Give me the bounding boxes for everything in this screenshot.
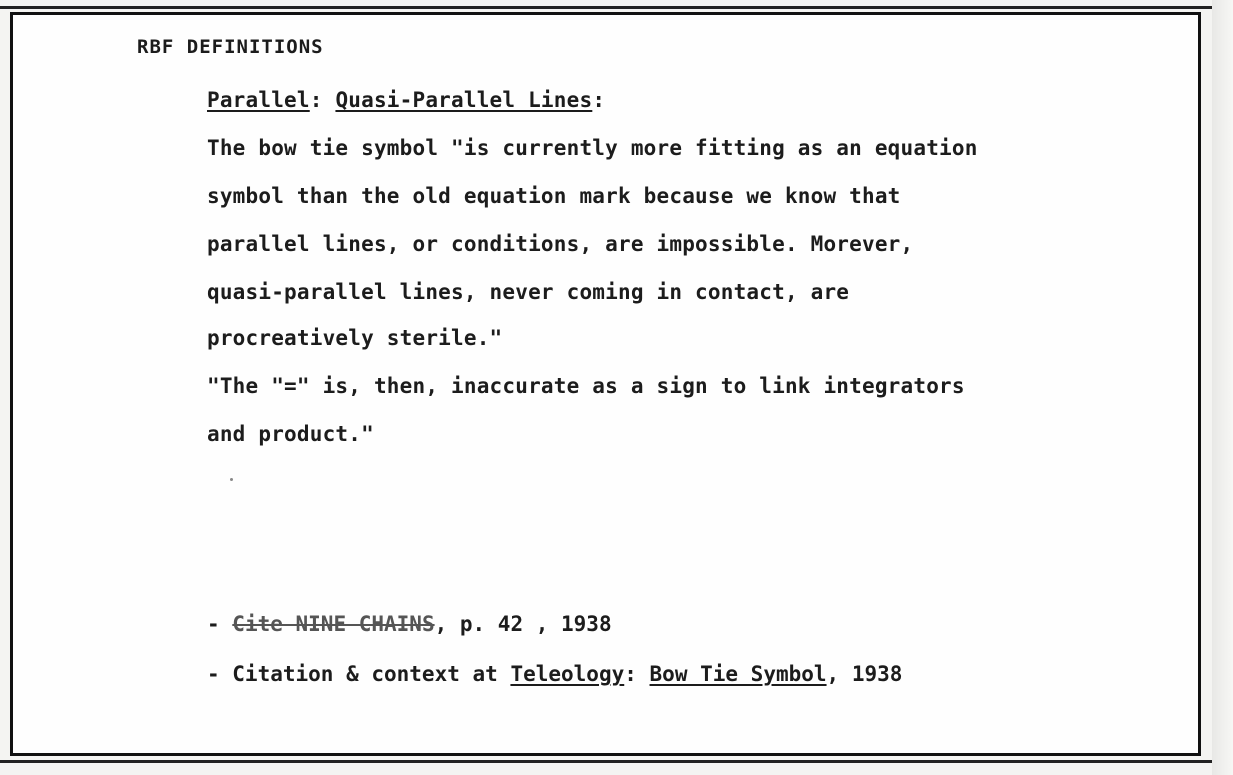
link-teleology[interactable]: Teleology [510, 662, 625, 686]
body-line-7: and product." [207, 422, 374, 446]
body-line-3: parallel lines, or conditions, are impossible. Morever, [207, 232, 914, 256]
body-line-6: "The "=" is, then, inaccurate as a sign to link integrators [207, 374, 965, 398]
citation-dash: - [207, 612, 233, 636]
citation-page-year: , p. 42 , 1938 [434, 612, 612, 636]
bottom-rule [0, 760, 1233, 763]
card-title [207, 88, 605, 112]
adjacent-card-edge [1212, 0, 1233, 775]
body-line-4: quasi-parallel lines, never coming in contact, are [207, 280, 850, 304]
card-header: RBF DEFINITIONS [137, 36, 324, 58]
title-separator: : [309, 88, 336, 112]
body-line-1: The bow tie symbol "is currently more fitting as an equation [207, 136, 978, 160]
link-bow-tie-symbol[interactable]: Bow Tie Symbol [649, 662, 827, 686]
title-parallel: Parallel [207, 88, 310, 112]
citation-line-2 [207, 662, 902, 686]
title-end: : [592, 88, 606, 112]
citation-prefix: - Citation & context at [207, 662, 511, 686]
top-rule [0, 6, 1233, 9]
citation-source: Cite NINE CHAINS [232, 612, 435, 636]
paper-speck [230, 478, 233, 481]
citation-year: , 1938 [826, 662, 903, 686]
body-line-5: procreatively sterile." [207, 326, 503, 350]
title-quasi-parallel-lines: Quasi-Parallel Lines [335, 88, 593, 112]
citation-separator: : [624, 662, 650, 686]
body-line-2: symbol than the old equation mark because we know that [207, 184, 901, 208]
citation-line-1 [207, 612, 612, 636]
